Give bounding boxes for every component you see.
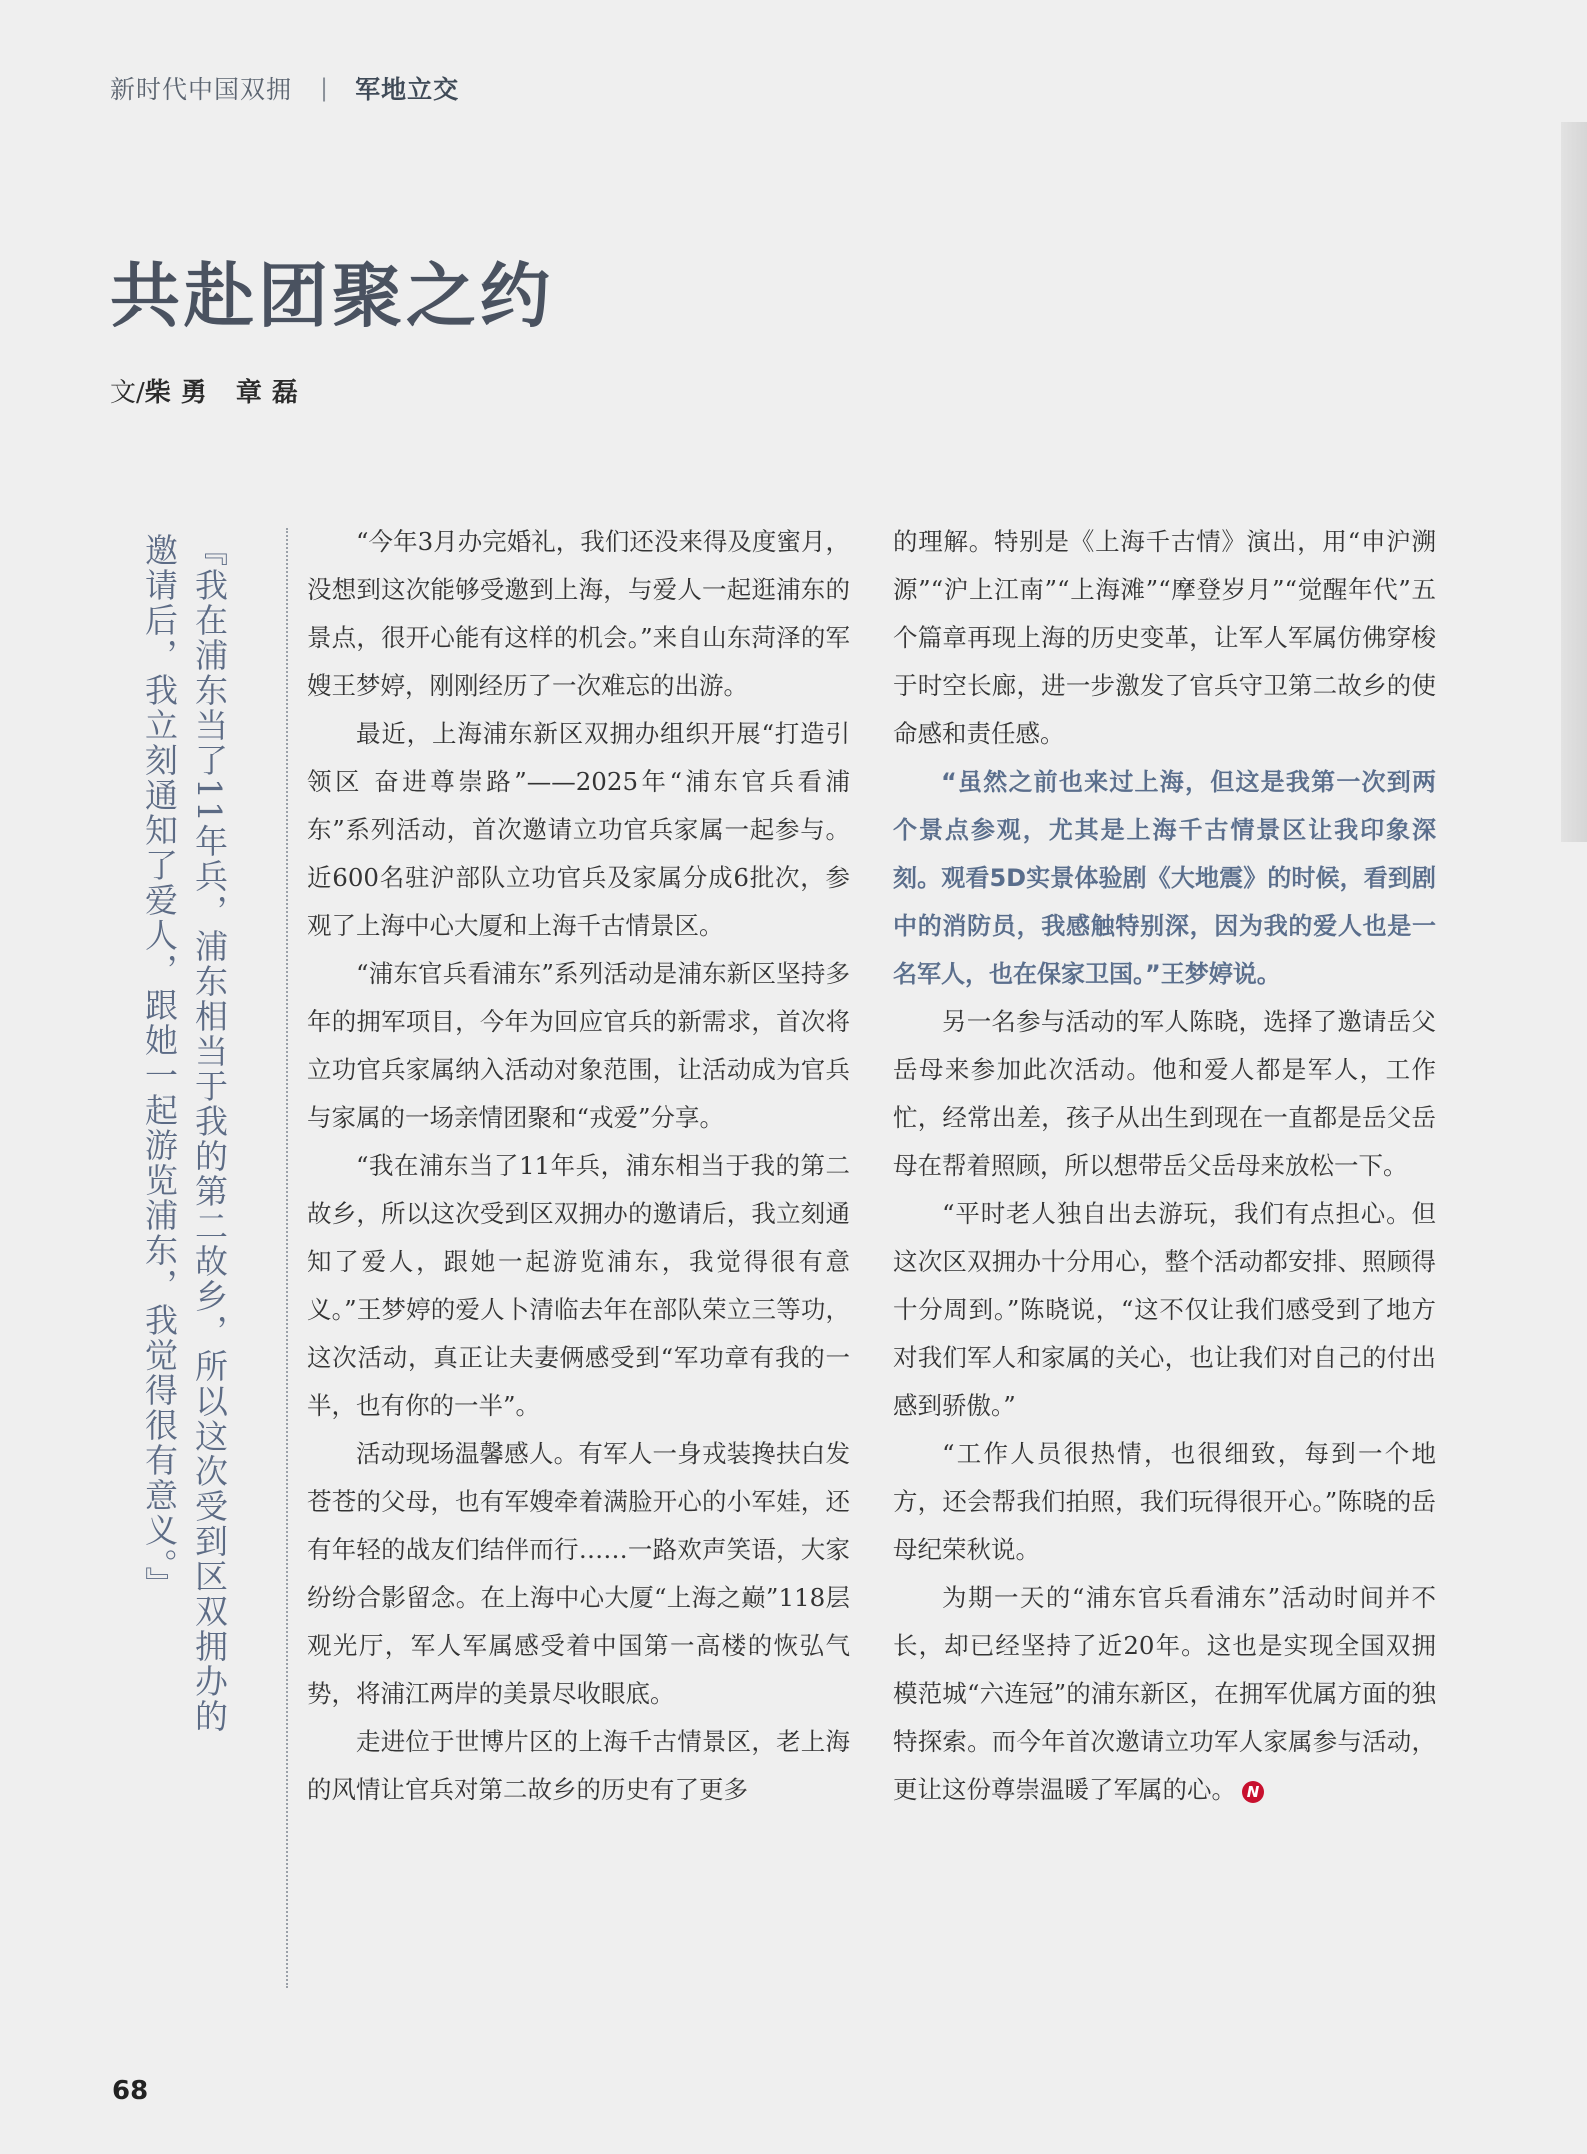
paragraph: 另一名参与活动的军人陈晓，选择了邀请岳父岳母来参加此次活动。他和爱人都是军人，工作忙，经常出差，孩子从出生到现在一直都是岳父岳母在帮着照顾，所以想带岳父岳母来放松一下。 [893,1007,1436,1180]
header-separator: | [320,74,330,102]
paragraph: 走进位于世博片区的上海千古情景区，老上海的风情让官兵对第二故乡的历史有了更多 [307,1727,850,1804]
magazine-name: 新时代中国双拥 [110,75,293,104]
paragraph: “平时老人独自出去游玩，我们有点担心。但这次区双拥办十分用心，整个活动都安排、照顾得十分周到。”陈晓说，“这不仅让我们感受到了地方对我们军人和家属的关心，也让我们对自己的付出感到骄傲。” [893,1199,1436,1420]
article-title: 共赴团聚之约 [110,254,554,337]
byline [110,372,308,409]
end-mark-icon: N [1242,1781,1264,1803]
paragraph: “我在浦东当了11年兵，浦东相当于我的第二故乡，所以这次受到区双拥办的邀请后，我立刻通知了爱人，跟她一起游览浦东，我觉得很有意义。”王梦婷的爱人卜清临去年在部队荣立三等功，这次活动，真正让夫妻俩感受到“军功章有我的一半，也有你的一半”。 [307,1151,850,1420]
running-header [110,70,459,106]
last-paragraph-text: 为期一天的“浦东官兵看浦东”活动时间并不长，却已经坚持了近20年。这也是实现全国双拥模范城“六连冠”的浦东新区，在拥军优属方面的独特探索。而今年首次邀请立功军人家属参与活动，更让这份尊崇温暖了军属的心。 [893,1583,1436,1804]
paragraph: “浦东官兵看浦东”系列活动是浦东新区坚持多年的拥军项目，今年为回应官兵的新需求，首次将立功官兵家属纳入活动对象范围，让活动成为官兵与家属的一场亲情团聚和“戎爱”分享。 [307,959,850,1132]
page-number: 68 [112,2076,149,2106]
highlighted-quote: “虽然之前也来过上海，但这是我第一次到两个景点参观，尤其是上海千古情景区让我印象深刻。观看5D实景体验剧《大地震》的时候，看到剧中的消防员，我感触特别深，因为我的爱人也是一名军人，也在保家卫国。”王梦婷说。 [893,768,1436,988]
paragraph: 最近，上海浦东新区双拥办组织开展“打造引领区 奋进尊崇路”——2025年“浦东官兵看浦东”系列活动，首次邀请立功官兵家属一起参与。近600名驻沪部队立功官兵及家属分成6批次，参观了上海中心大厦和上海千古情景区。 [307,719,850,940]
article-column-2 [893,518,1436,1814]
byline-prefix: 文/ [110,378,145,408]
paragraph: “今年3月办完婚礼，我们还没来得及度蜜月，没想到这次能够受邀到上海，与爱人一起逛浦东的景点，很开心能有这样的机会。”来自山东菏泽的军嫂王梦婷，刚刚经历了一次难忘的出游。 [307,527,850,700]
authors: 柴勇 章磊 [144,378,308,408]
paragraph: “工作人员很热情，也很细致，每到一个地方，还会帮我们拍照，我们玩得很开心。”陈晓的岳母纪荣秋说。 [893,1439,1436,1564]
column-divider [286,528,288,1988]
article-column-1 [307,518,850,1814]
paragraph: 活动现场温馨感人。有军人一身戎装搀扶白发苍苍的父母，也有军嫂牵着满脸开心的小军娃，还有年轻的战友们结伴而行……一路欢声笑语，大家纷纷合影留念。在上海中心大厦“上海之巅”118层观光厅，军人军属感受着中国第一高楼的恢弘气势，将浦江两岸的美景尽收眼底。 [307,1439,850,1708]
paragraph-last [893,1574,1436,1814]
section-name: 军地立交 [355,75,460,104]
pull-quote: 『我在浦东当了11年兵，浦东相当于我的第二故乡，所以这次受到区双拥办的邀请后，我立刻通知了爱人，跟她一起游览浦东，我觉得很有意义。』 [140,533,229,1734]
page-edge-shadow [1561,122,1587,842]
paragraph-continuation: 的理解。特别是《上海千古情》演出，用“申沪溯源”“沪上江南”“上海滩”“摩登岁月”“觉醒年代”五个篇章再现上海的历史变革，让军人军属仿佛穿梭于时空长廊，进一步激发了官兵守卫第二故乡的使命感和责任感。 [893,527,1436,748]
